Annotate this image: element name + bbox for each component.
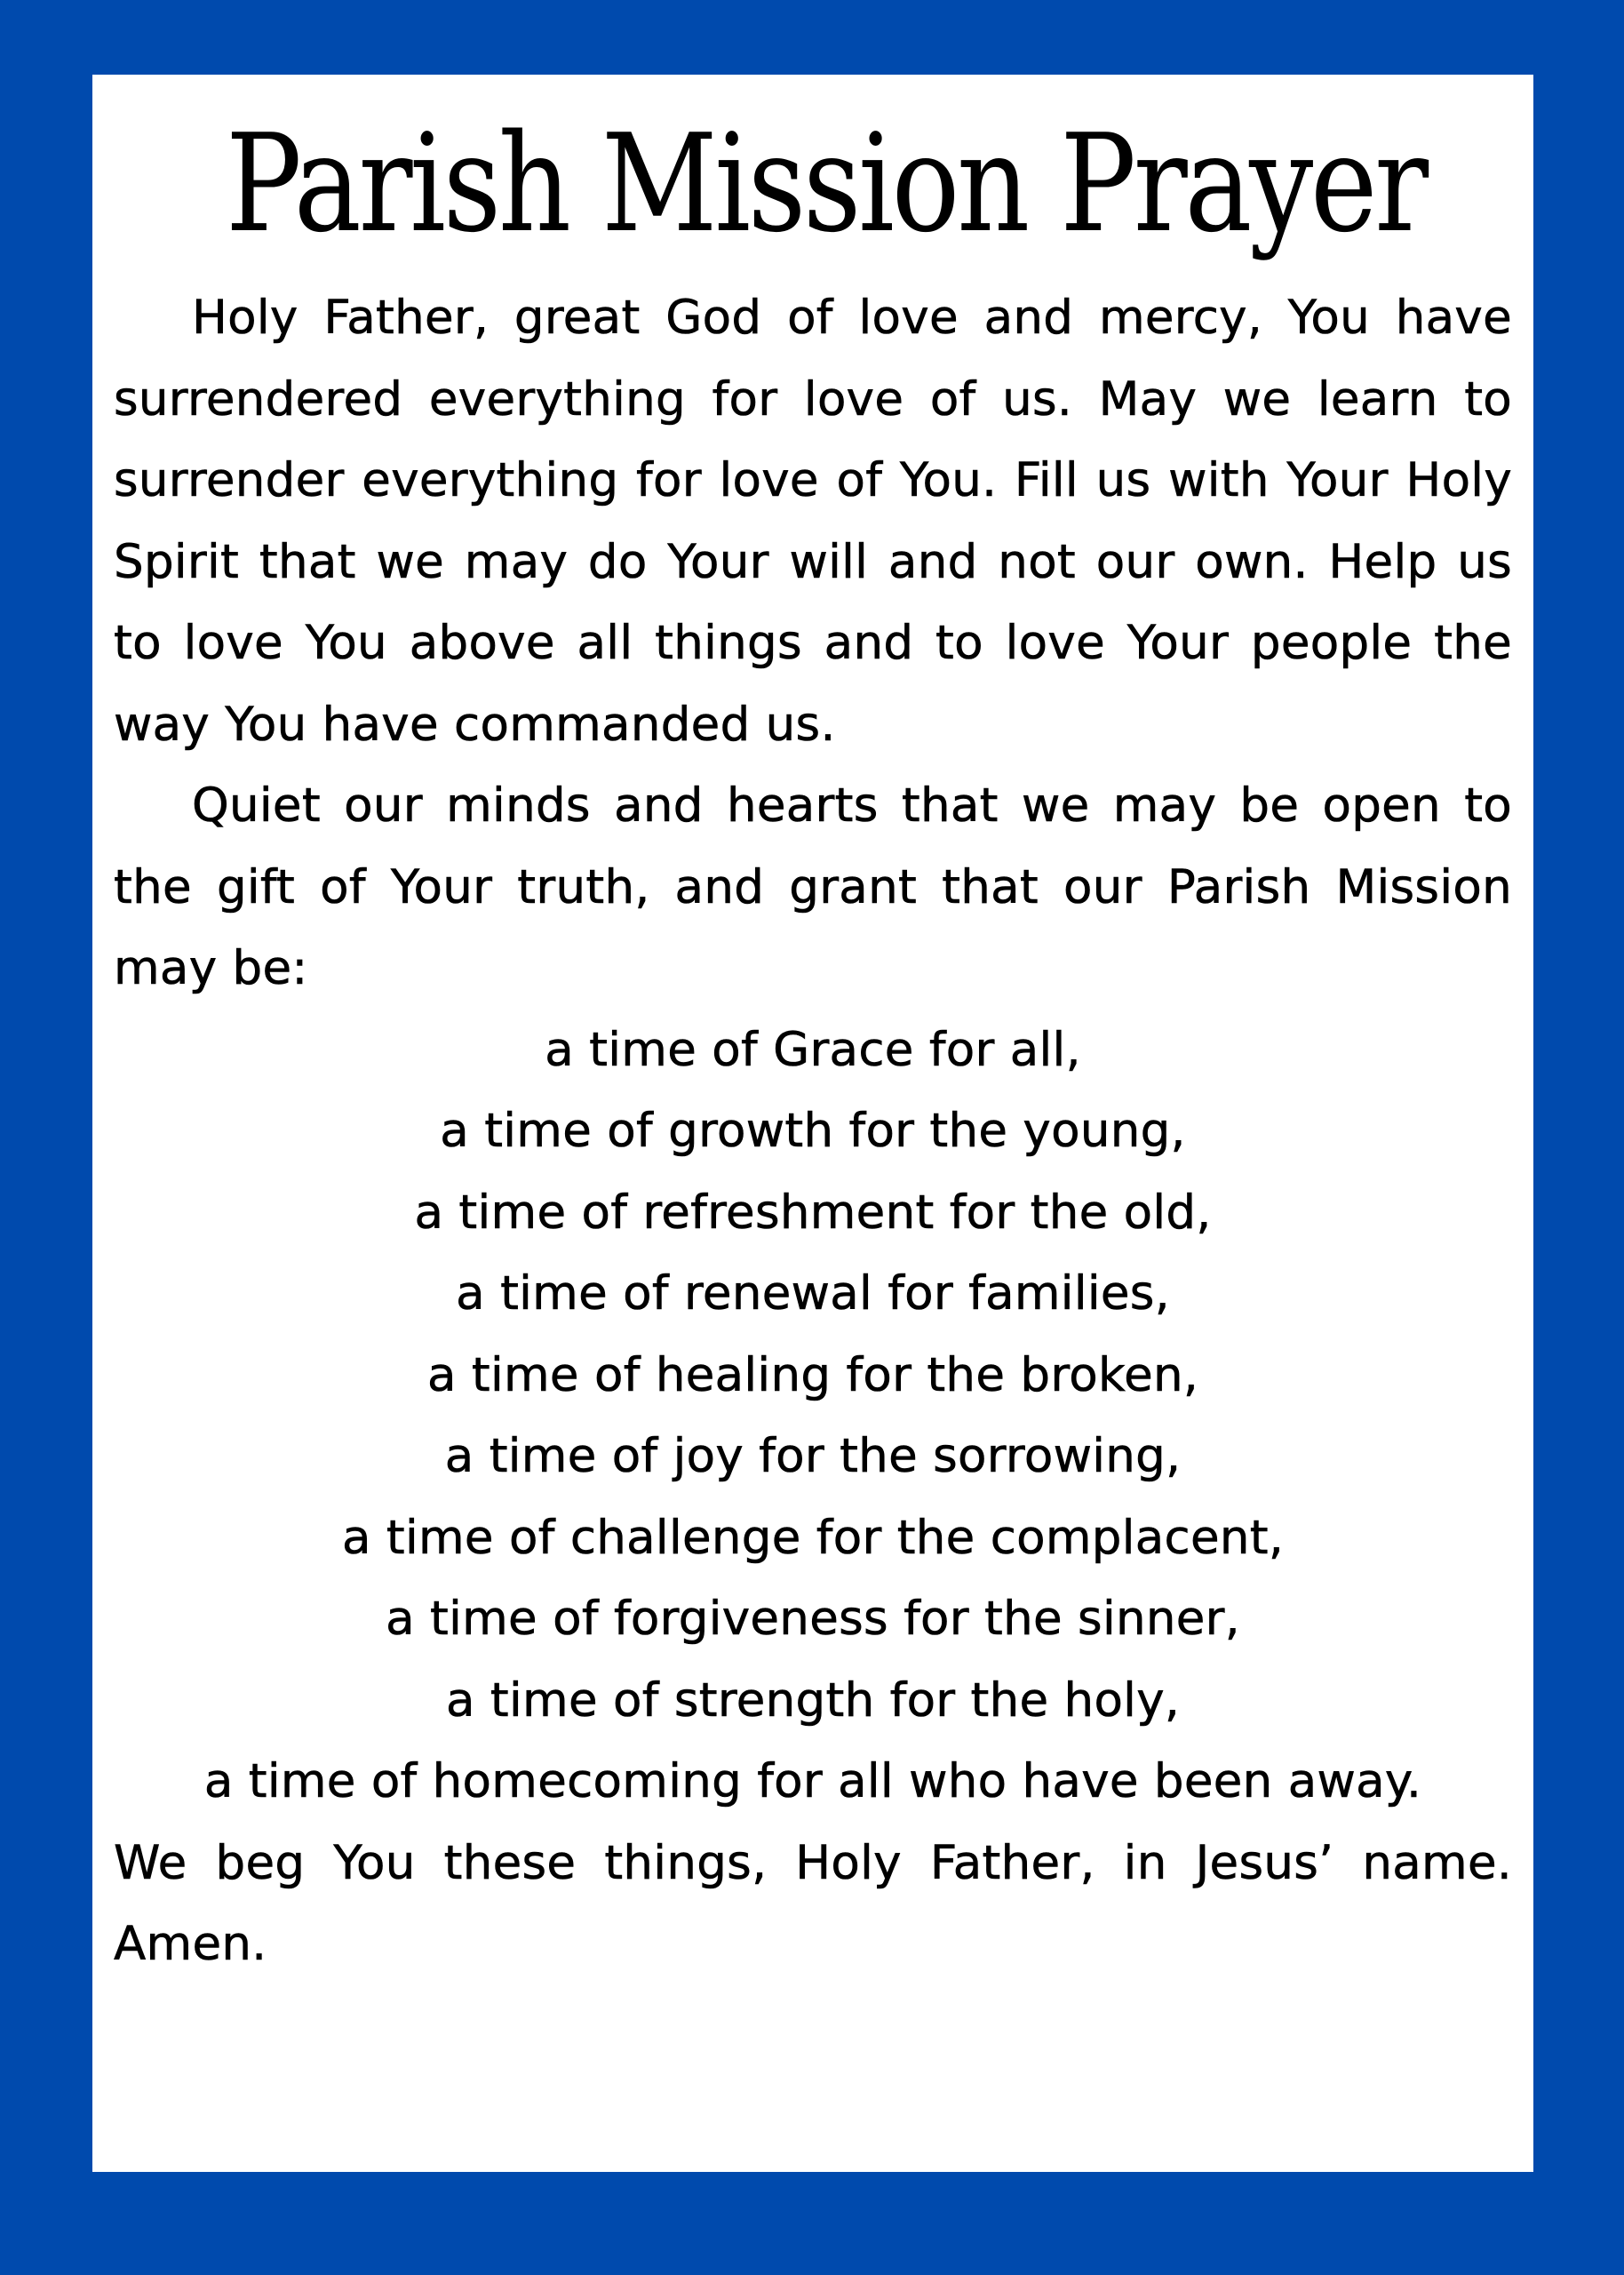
second-paragraph: Quiet our minds and hearts that we may be open to the gift of Your truth, and grant that our Parish Mission may be:: [114, 778, 1512, 995]
litany-line: a time of healing for the broken,: [426, 1347, 1199, 1402]
litany-list: [114, 1010, 1512, 1823]
litany-line: a time of strength for the holy,: [445, 1672, 1181, 1728]
prayer-body: [114, 277, 1512, 1985]
closing-paragraph: We beg You these things, Holy Father, in Jesus’ name. Amen.: [114, 1835, 1512, 1971]
page-title: Parish Mission Prayer: [225, 105, 1426, 262]
opening-paragraph: Holy Father, great God of love and mercy, You have surrendered everything for love of us. May we learn to surrender everything for love of You. Fill us with Your Holy Spirit that we may do Your will and not our own. Help us to love You above all things and to love Your people the way You have commanded us.: [114, 291, 1512, 752]
prayer-card: [92, 75, 1533, 2172]
litany-line: a time of forgiveness for the sinner,: [386, 1592, 1240, 1646]
litany-line: a time of Grace for all,: [545, 1022, 1081, 1077]
litany-line: a time of growth for the young,: [440, 1104, 1186, 1158]
litany-line: a time of joy for the sorrowing,: [444, 1429, 1182, 1483]
litany-line: a time of refreshment for the old,: [414, 1185, 1212, 1240]
litany-line: a time of challenge for the complacent,: [341, 1510, 1285, 1565]
litany-line: a time of renewal for families,: [456, 1266, 1170, 1321]
litany-line: a time of homecoming for all who have been away.: [203, 1754, 1422, 1808]
